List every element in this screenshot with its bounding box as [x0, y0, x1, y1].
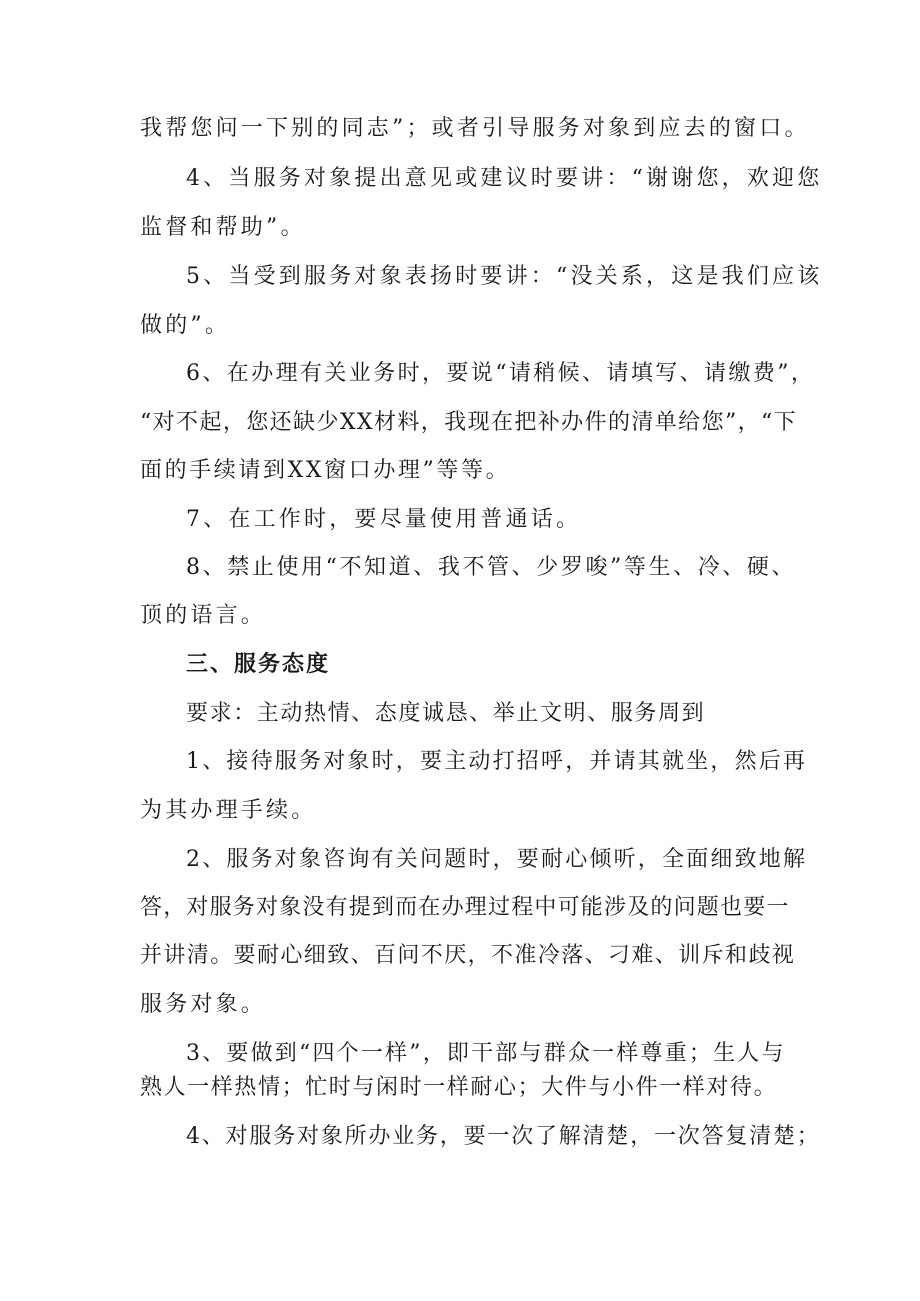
text-line: 熟人一样热情；忙时与闲时一样耐心；大件与小件一样对待。 — [140, 1075, 778, 1100]
section-heading: 三、服务态度 — [186, 652, 331, 677]
text-line: 我帮您问一下别的同志”；或者引导服务对象到应去的窗口。 — [140, 116, 810, 141]
text-line: 监督和帮助”。 — [140, 215, 306, 240]
text-line: 1、接待服务对象时，要主动打招呼，并请其就坐，然后再 — [186, 749, 808, 774]
text-line: 2、服务对象咨询有关问题时，要耐心倾听，全面细致地解 — [186, 847, 808, 872]
text-line: 3、要做到“四个一样”，即干部与群众一样尊重；生人与 — [186, 1041, 786, 1066]
text-line: 4、当服务对象提出意见或建议时要讲：“谢谢您，欢迎您 — [186, 166, 823, 191]
text-line: 服务对象。 — [140, 992, 267, 1017]
text-line: 4、对服务对象所办业务，要一次了解清楚，一次答复清楚； — [186, 1124, 821, 1149]
text-line: 答，对服务对象没有提到而在办理过程中可能涉及的问题也要一 — [140, 895, 790, 920]
text-line: “对不起，您还缺少XX材料，我现在把补办件的清单给您”，“下 — [140, 410, 798, 435]
text-line: 要求：主动热情、态度诚恳、举止文明、服务周到 — [186, 701, 706, 726]
text-line: 为其办理手续。 — [140, 798, 317, 823]
text-line: 6、在办理有关业务时，要说“请稍候、请填写、请缴费”， — [186, 361, 816, 386]
text-line: 做的”。 — [140, 313, 231, 338]
text-line: 面的手续请到XX窗口办理”等等。 — [140, 458, 511, 483]
text-line: 7、在工作时，要尽量使用普通话。 — [186, 507, 582, 532]
text-line: 并讲清。要耐心细致、百问不厌，不准冷落、刁难、训斥和歧视 — [140, 943, 796, 968]
text-line: 顶的语言。 — [140, 603, 267, 628]
text-line: 8、禁止使用“不知道、我不管、少罗唆”等生、冷、硬、 — [186, 555, 797, 580]
text-line: 5、当受到服务对象表扬时要讲：“没关系，这是我们应该 — [186, 264, 823, 289]
